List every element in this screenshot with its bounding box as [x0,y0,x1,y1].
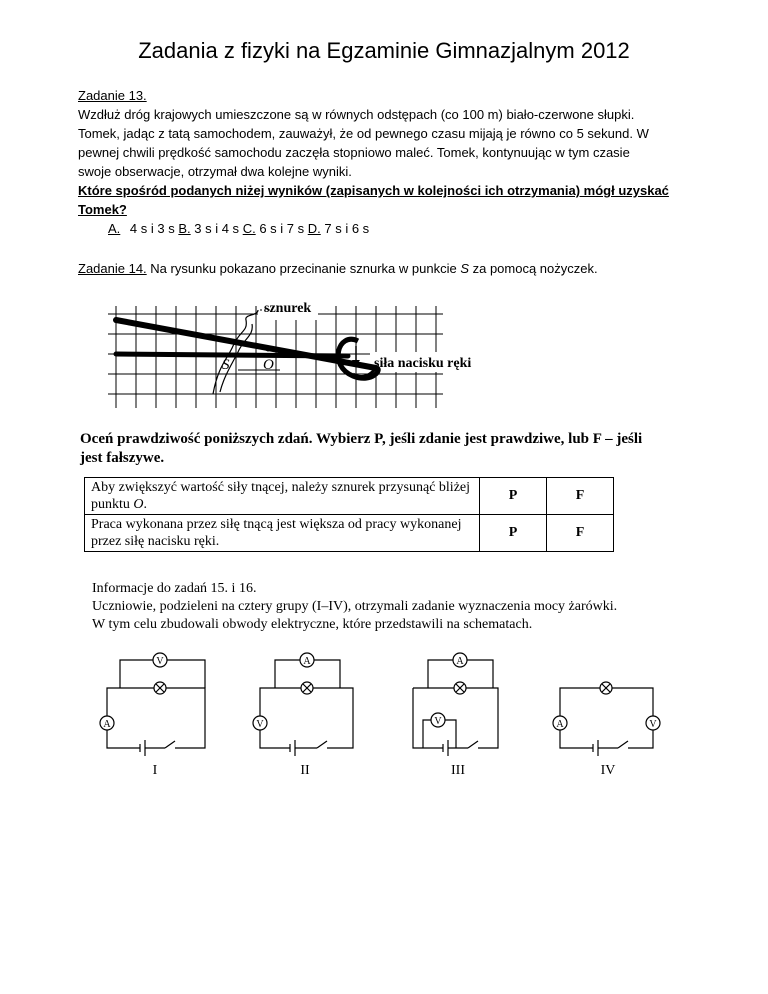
label-string: sznurek [264,301,312,316]
option-text: 3 s i 4 s [194,221,240,236]
meter-top: A [303,656,311,667]
task13-text-line: pewnej chwili prędkość samochodu zaczęła stopniowo maleć. Tomek, kontynuując w tym czasie [78,145,630,160]
task14-text-after: za pomocą nożyczek. [472,261,598,276]
statement-text: Praca wykonana przez siłę tnącą jest większa od pracy wykonanej [91,517,462,532]
statement-text: Aby zwiększyć wartość siły tnącej, należy sznurek przysunąć bliżej [91,480,471,495]
statement-cell [85,515,480,552]
statement-cell [85,478,480,515]
answer-p[interactable]: P [480,515,547,552]
label-force: siła nacisku ręki [374,356,472,371]
statement-text: punktu O. [91,497,148,512]
answer-p[interactable]: P [480,478,547,515]
task14-point: S [460,261,469,276]
task13-question-line: Tomek? [78,202,127,217]
task14-instructions [80,430,720,468]
task13-options [78,219,718,238]
page-title: Zadania z fizyki na Egzaminie Gimnazjalnym 2012 [138,38,630,63]
true-false-table [84,477,614,552]
task13-question-line: Które spośród podanych niżej wyników (zapisanych w kolejności ich otrzymania) mógł uzyskać [78,183,669,198]
task14-text-before: Na rysunku pokazano przecinanie sznurka w punkcie [150,261,457,276]
pivot-o [266,347,271,352]
scissors-figure [98,296,498,414]
info-line: W tym celu zbudowali obwody elektryczne, które przedstawili na schematach. [92,617,533,632]
circuit-label: IV [600,763,616,778]
label-o: O [263,357,274,373]
circuit-label: I [152,763,158,778]
circuit-i [95,648,225,778]
instruction-line: Oceń prawdziwość poniższych zdań. Wybierz P, jeśli zdanie jest prawdziwe, lub F – jeśli [80,431,643,447]
scissors-blade-lower [116,354,348,356]
task14-intro [78,259,718,278]
task13-text-line: Tomek, jadąc z tatą samochodem, zauważył, że od pewnego czasu mijają je równo co 5 sekund. W [78,126,649,141]
table-row [85,515,614,552]
answer-f[interactable]: F [547,478,614,515]
option-label: B. [178,221,191,236]
answer-f[interactable]: F [547,515,614,552]
meter-top: V [156,656,164,667]
circuit-ii [245,648,375,778]
meter-top: A [456,656,464,667]
instruction-line: jest fałszywe. [80,450,165,466]
meter-side: V [434,716,442,727]
meter-side: V [256,719,264,730]
option-text: 6 s i 7 s [259,221,305,236]
option-text: 4 s i 3 s [129,221,175,236]
label-s: S [222,357,230,373]
option-label: A. [108,221,121,236]
option-label: C. [242,221,256,236]
task13-text-line: Wzdłuż dróg krajowych umieszczone są w równych odstępach (co 100 m) biało-czerwone słupki. [78,107,635,122]
meter-right: V [649,719,657,730]
circuit-iv [548,648,678,778]
option-text: 7 s i 6 s [324,221,370,236]
info-heading: Informacje do zadań 15. i 16. [92,581,257,596]
info-line: Uczniowie, podzieleni na cztery grupy (I–IV), otrzymali zadanie wyznaczenia mocy żarówki. [92,599,618,614]
task13-heading: Zadanie 13. [78,88,147,103]
table-row [85,478,614,515]
circuit-label: III [451,763,465,778]
circuit-label: II [300,763,310,778]
meter-left: A [556,719,564,730]
circuit-iii [398,648,528,778]
statement-text: przez siłę nacisku ręki. [91,534,220,549]
info-15-16 [92,580,742,634]
task13-text-line: swoje obserwacje, otrzymał dwa kolejne wyniki. [78,164,352,179]
task14-heading: Zadanie 14. [78,261,147,276]
meter-side: A [103,719,111,730]
option-label: D. [307,221,321,236]
task13 [78,86,718,238]
